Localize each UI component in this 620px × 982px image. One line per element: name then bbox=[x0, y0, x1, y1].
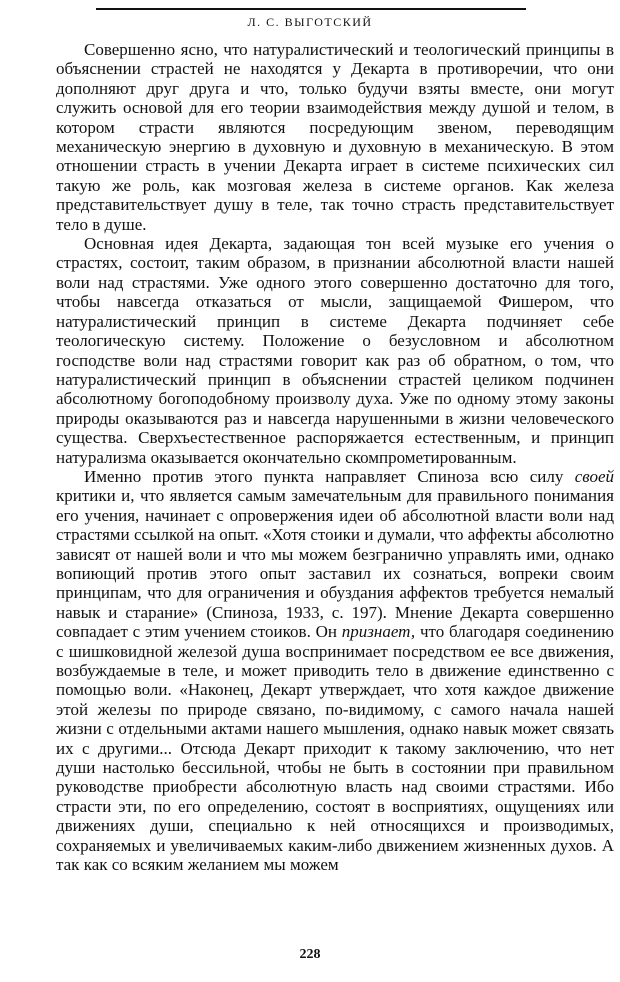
paragraph-3 bbox=[56, 467, 614, 875]
text-run: Основная идея Декарта, задающая тон всей музыке его учения о страстях, состоит, таким образом, в признании абсолютной власти нашей воли над страстями. Уже одного этого совершенно достаточно для того, чтобы навсегда отказаться от мысли, защищаемой Фишером, что натуралистический принцип в системе Декарта подчиняет себе теологическую систему. Положение о безусловном и абсолютном господстве воли над страстями говорит как раз об обратном, о том, что натуралистический принцип в объяснении страстей целиком подчинен абсолютному богоподобному произволу духа. Уже по одному этому законы природы оказываются раз и навсегда нарушенными в жизни человеческого существа. Сверхъестественное распоряжается естественным, и принцип натурализма оказывается окончательно скомпрометированным. bbox=[56, 234, 614, 467]
italic-emphasis: своей bbox=[574, 466, 614, 486]
paragraph-1 bbox=[56, 40, 614, 234]
body-text bbox=[56, 40, 614, 874]
running-head: Л. С. ВЫГОТСКИЙ bbox=[247, 15, 373, 29]
text-run: что благодаря соединению с шишковидной железой душа воспринимает посредством ее все движения, возбуждаемые в теле, и может приводить тело в движение единственно с помощью воли. «Наконец, Декарт утверждает, что хотя каждое движение этой железы по природе связано, по-видимому, с самого начала нашей жизни с отдельными актами нашего мышления, однако навык может связать их с другими... Отсюда Декарт приходит к такому заключению, что нет души настолько бессильной, чтобы не быть в состоянии при правильном руководстве приобрести абсолютную власть над своими страстями. Ибо страсти эти, по его определению, состоят в восприятиях, ощущениях или движениях души, специально к ней относящихся и производимых, сохраняемых и увеличиваемых каким-либо движением жизненных духов. А так как со всяким желанием мы можем bbox=[56, 622, 614, 875]
text-run: Именно против этого пункта направляет Спиноза всю силу bbox=[84, 466, 575, 486]
header-rule bbox=[96, 8, 526, 10]
italic-emphasis: признает, bbox=[341, 622, 416, 642]
paragraph-2 bbox=[56, 234, 614, 467]
text-run: критики и, что является самым замечательным для правильного понимания его учения, начинает с опровержения идеи об абсолютной власти воли над страстями ссылкой на опыт. «Хотя стоики и думали, что аффекты абсолютно зависят от нашей воли и что мы можем безгранично управлять ими, однако вопиющий против этого опыт заставил их сознаться, вопреки своим принципам, что для ограничения и обуздания аффектов требуется немалый навык и старание» (Спиноза, 1933, с. 197). Мнение Декарта совершенно совпадает с этим учением стоиков. Он bbox=[56, 486, 614, 642]
text-run: Совершенно ясно, что натуралистический и теологический принципы в объяснении страстей не находятся у Декарта в противоречии, что они дополняют друг друга и что, только будучи взяты вместе, они могут служить основой для его теории взаимодействия между душой и телом, в котором страсти являются посредующим звеном, переводящим механическую энергию в духовную и духовную в механическую. В этом отношении страсть в учении Декарта играет в системе психических сил такую же роль, как мозговая железа в системе органов. Как железа представительствует душу в теле, так точно страсть представительствует тело в душе. bbox=[56, 40, 614, 234]
page-number: 228 bbox=[299, 947, 321, 962]
